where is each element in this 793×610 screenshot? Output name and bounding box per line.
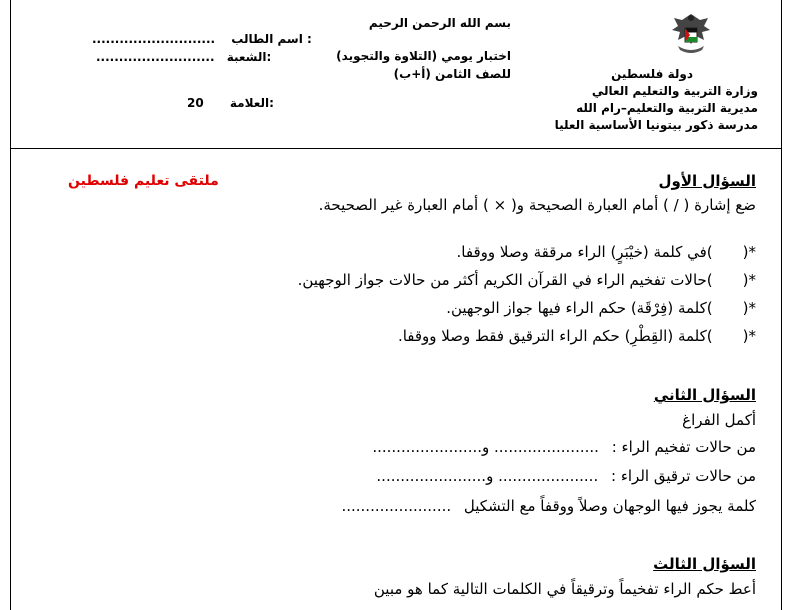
q1-item-text: )كلمة (القِطْرِ) حكم الراء الترقيق فقط وصلا ووقفا. bbox=[397, 327, 713, 345]
state-name: دولة فلسطين bbox=[611, 67, 693, 81]
q2-line-label: من حالات تفخيم الراء : bbox=[611, 438, 756, 456]
exam-title: اختبار يومي (التلاوة والتجويد) bbox=[336, 49, 511, 63]
watermark-text: ملتقى تعليم فلسطين bbox=[68, 173, 219, 189]
exam-grade-level: للصف الثامن (أ+ب) bbox=[393, 67, 511, 81]
q2-instruction: أكمل الفراغ bbox=[682, 411, 756, 429]
q1-item-text: )حالات تفخيم الراء في القرآن الكريم أكثر من حالات جواز الوجهين. bbox=[297, 271, 713, 289]
q2-line bbox=[341, 497, 756, 515]
q1-item-marker[interactable]: *( bbox=[742, 271, 756, 289]
section-label: الشعبة: bbox=[226, 50, 272, 64]
q1-item bbox=[398, 327, 756, 345]
q2-line-label: من حالات ترقيق الراء : bbox=[611, 467, 756, 485]
q1-item-marker[interactable]: *( bbox=[742, 243, 756, 261]
school-name: مدرسة ذكور بيتونيا الأساسية العليا bbox=[554, 118, 758, 132]
q1-item-marker[interactable]: *( bbox=[742, 299, 756, 317]
q2-line-blank[interactable]: ....................... bbox=[341, 497, 452, 515]
q1-item bbox=[298, 271, 756, 289]
basmala: بسم الله الرحمن الرحيم bbox=[368, 16, 511, 30]
q2-line bbox=[376, 467, 756, 485]
grade-value: 20 bbox=[187, 96, 204, 110]
q1-item-text: )في كلمة (خيْبَرٍ) الراء مرققة وصلا ووقفا. bbox=[456, 243, 713, 261]
q1-instruction: ضع إشارة ( / ) أمام العبارة الصحيحة و( × ) أمام العبارة غير الصحيحة. bbox=[318, 196, 756, 214]
header-divider bbox=[10, 148, 782, 149]
page-border-right bbox=[781, 0, 782, 610]
q1-title: السؤال الأول bbox=[658, 172, 756, 190]
q2-line bbox=[372, 438, 756, 456]
q2-line-blank[interactable]: ...................... و....................... bbox=[372, 438, 599, 456]
q3-title: السؤال الثالث bbox=[653, 555, 756, 573]
grade-row bbox=[187, 96, 274, 110]
directorate-name: مديرية التربية والتعليم–رام الله bbox=[576, 101, 758, 115]
q1-item bbox=[446, 299, 756, 317]
section-blank[interactable]: .......................... bbox=[96, 50, 215, 64]
q1-item-marker[interactable]: *( bbox=[742, 327, 756, 345]
q2-line-label: كلمة يجوز فيها الوجهان وصلاً ووقفاً مع التشكيل bbox=[463, 497, 756, 515]
ministry-name: وزارة التربية والتعليم العالي bbox=[591, 84, 758, 98]
student-name-row bbox=[92, 32, 312, 46]
page-border-left bbox=[10, 0, 11, 610]
q1-item bbox=[457, 243, 756, 261]
section-row bbox=[96, 50, 271, 64]
student-name-blank[interactable]: ........................... bbox=[92, 32, 216, 46]
q2-title: السؤال الثاني bbox=[653, 386, 756, 404]
student-name-label: اسم الطالب : bbox=[231, 32, 312, 46]
q1-item-text: )كلمة (فِرْقَة) حكم الراء فيها جواز الوجهين. bbox=[446, 299, 713, 317]
grade-label: العلامة: bbox=[229, 96, 274, 110]
palestine-emblem-icon bbox=[668, 10, 714, 58]
q3-instruction: أعط حكم الراء تفخيماً وترقيقاً في الكلمات التالية كما هو مبين bbox=[373, 580, 756, 598]
q2-line-blank[interactable]: ..................... و....................... bbox=[376, 467, 599, 485]
